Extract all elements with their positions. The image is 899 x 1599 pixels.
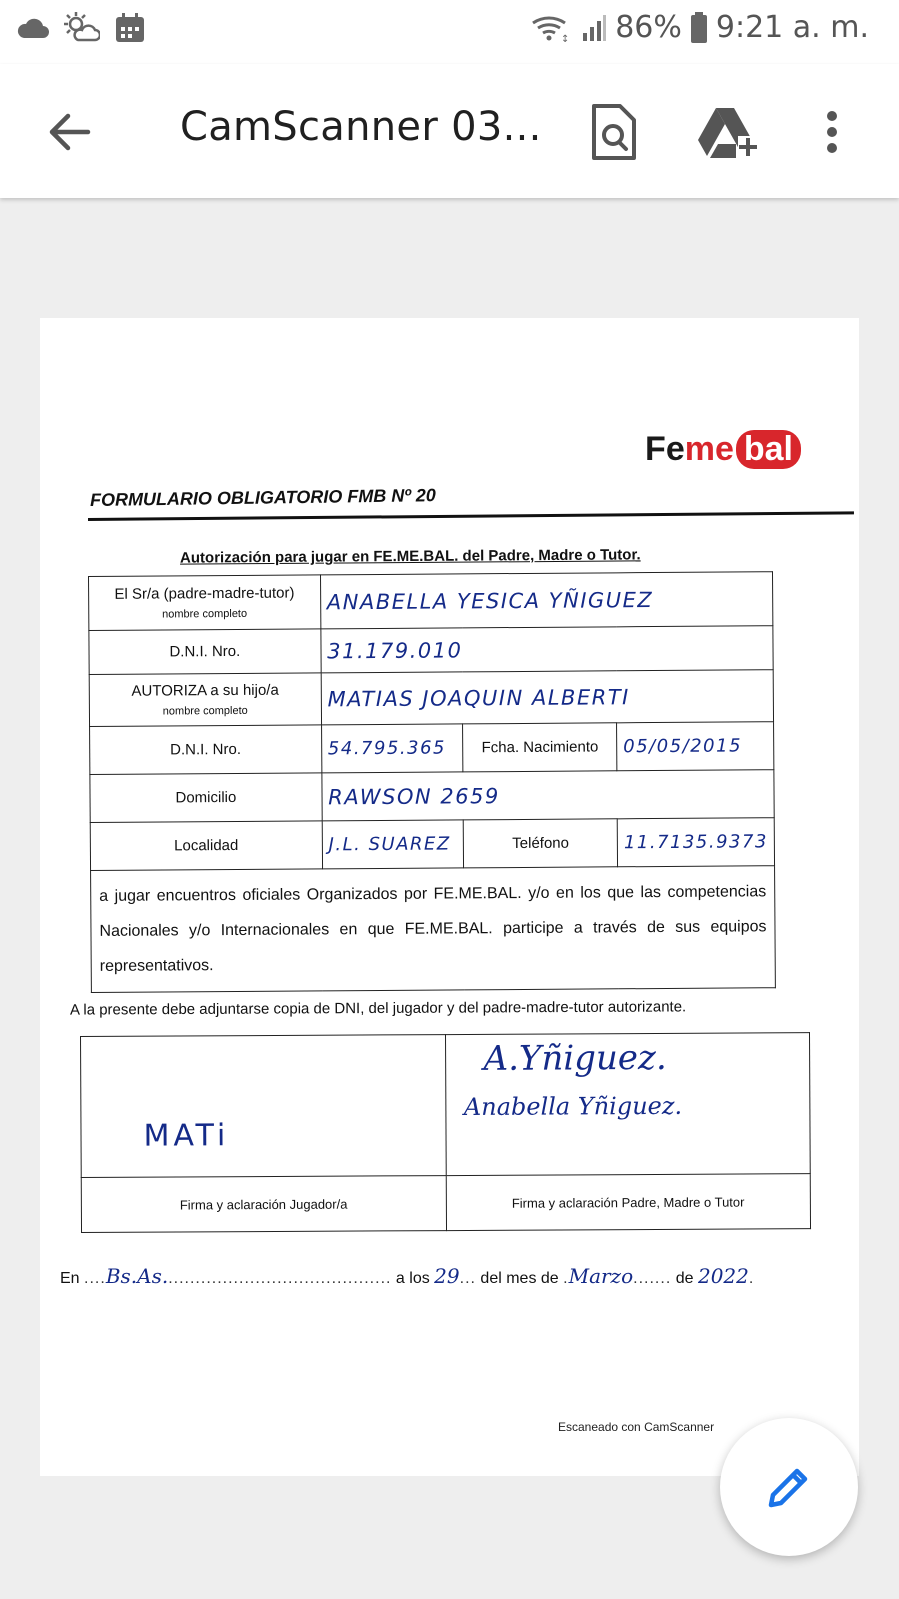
form-subtitle: Autorización para jugar en FE.ME.BAL. del Padre, Madre o Tutor. — [179, 546, 641, 567]
status-bar — [0, 0, 899, 64]
form-title: FORMULARIO OBLIGATORIO FMB Nº 20 — [89, 485, 437, 510]
document-page[interactable] — [40, 318, 859, 1476]
day: 29 — [434, 1264, 460, 1288]
parent-name-cell — [320, 572, 773, 629]
more-vert-icon[interactable] — [818, 102, 846, 162]
date-line: En ....Bs.As.......................................... a los 29... del mes de .Marzo....... de 2022. — [60, 1264, 755, 1288]
signal-icon — [581, 13, 607, 43]
find-in-page-icon[interactable] — [586, 102, 642, 162]
city-cell — [322, 820, 464, 869]
birth-date: 05/05/2015 — [623, 735, 743, 758]
child-dni-label-cell: D.N.I. Nro. — [90, 725, 322, 775]
edit-pencil-icon — [763, 1461, 815, 1513]
clock: 9:21 a. m. — [715, 10, 869, 45]
document-title: CamScanner 03... — [180, 104, 542, 150]
parent-signature-box — [445, 1033, 810, 1176]
dni-label-cell: D.N.I. Nro. — [89, 629, 321, 675]
birth-label-cell: Fcha. Nacimiento — [463, 723, 617, 772]
place: Bs.As. — [105, 1264, 169, 1288]
title-divider — [88, 511, 854, 521]
year: 2022 — [697, 1264, 749, 1288]
child-name: MATIAS JOAQUIN ALBERTI — [327, 684, 630, 711]
phone-cell — [617, 818, 774, 867]
authorization-table — [88, 571, 776, 993]
address: RAWSON 2659 — [328, 783, 500, 809]
city: J.L. SUAREZ — [328, 833, 451, 856]
battery-icon — [690, 12, 708, 44]
phone: 11.7135.9373 — [623, 831, 768, 854]
cloud-icon — [16, 16, 50, 40]
child-dni-cell — [321, 724, 463, 773]
phone-label-cell: Teléfono — [464, 819, 618, 868]
player-signature-box — [81, 1035, 446, 1178]
attach-note: A la presente debe adjuntarse copia de DNI, del jugador y del padre-madre-tutor autorizante. — [69, 998, 687, 1019]
player-signature-caption: Firma y aclaración Jugador/a — [81, 1176, 446, 1233]
battery-percent: 86% — [615, 10, 682, 45]
svg-text:↕: ↕ — [561, 33, 570, 43]
camscanner-watermark: Escaneado con CamScanner — [558, 1420, 715, 1434]
city-label-cell: Localidad — [90, 821, 322, 871]
app-bar — [0, 64, 899, 198]
femebal-logo: Fe me bal — [645, 430, 801, 469]
parent-name: ANABELLA YESICA YÑIGUEZ — [326, 587, 654, 614]
wifi-icon — [531, 13, 573, 43]
parent-dni: 31.179.010 — [327, 637, 463, 663]
address-label-cell: Domicilio — [90, 773, 322, 823]
parent-dni-cell — [321, 626, 774, 673]
parent-signature: A.Yñiguez. — [483, 1037, 667, 1079]
parent-label-cell: El Sr/a (padre-madre-tutor) nombre completo — [89, 575, 321, 631]
weather-icon — [64, 12, 100, 44]
parent-signature-caption: Firma y aclaración Padre, Madre o Tutor — [446, 1174, 811, 1231]
back-arrow-icon[interactable] — [40, 104, 96, 160]
calendar-icon — [114, 12, 146, 44]
player-signature: MATi — [143, 1118, 230, 1154]
child-dni: 54.795.365 — [327, 737, 447, 760]
address-cell — [322, 770, 775, 821]
birth-date-cell — [617, 722, 774, 771]
child-name-cell — [321, 670, 774, 725]
parent-signature-name: Anabella Yñiguez. — [463, 1091, 683, 1121]
month: Marzo — [568, 1264, 634, 1288]
edit-button[interactable] — [720, 1418, 858, 1556]
authorizes-label-cell: AUTORIZA a su hijo/a nombre completo — [89, 673, 321, 727]
signature-table — [80, 1032, 811, 1233]
authorization-text: a jugar encuentros oficiales Organizados por FE.ME.BAL. y/o en los que las competencias Nacionales y/o Internacionales en que FE.ME.BAL. participe a través de sus equipos representativos. — [91, 866, 776, 993]
add-to-drive-icon[interactable] — [696, 102, 758, 162]
